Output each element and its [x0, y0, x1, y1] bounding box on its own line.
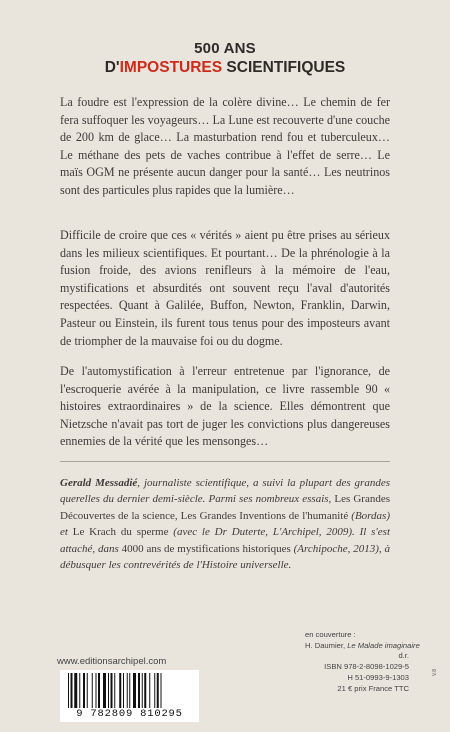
barcode-bar	[123, 673, 124, 708]
bio-book-titles: Les Grandes Découvertes de la science, Les Grandes Inventions de l'humanité	[60, 493, 390, 522]
barcode-bar	[142, 673, 143, 708]
barcode-bar	[149, 673, 150, 708]
barcode-bar	[138, 673, 140, 708]
title-highlight: IMPOSTURES	[119, 59, 223, 76]
barcode-bar	[161, 673, 162, 708]
bio-segment: (Bordas) et	[60, 509, 390, 539]
barcode-bar	[79, 673, 80, 708]
blurb-paragraph-1: La foudre est l'expression de la colère divine… Le chemin de fer fera suffoquer les voyageurs… La Lune est recouverte d'une couche de 200 km de glace… La masturbation rend fou et tuberculeux… Le méthane des pets de vaches contribue à l'effet de serre… Le maïs OGM ne présente aucun danger pour la santé… Les neutrinos sont des particules plus rapides que la lumière…	[60, 95, 390, 197]
barcode-bar	[96, 673, 97, 708]
barcode-bar	[74, 673, 77, 708]
author-bio	[60, 475, 390, 573]
isbn: ISBN 978-2-8098-1029-5	[324, 662, 409, 672]
barcode-bar	[108, 673, 109, 708]
barcode-bar	[154, 673, 155, 708]
bio-book-title: 4000 ans de mystifications historiques	[121, 542, 294, 555]
bio-segment: (Archipoche, 2013), à débusquer les contrevérités de l'Histoire universelle.	[60, 542, 390, 572]
bio-segment: (avec le Dr Duterte, L'Archipel, 2009). Il s'est attaché, dans	[60, 526, 390, 555]
blurb-paragraph-3: De l'automystification à l'erreur entretenue par l'ignorance, de l'escroquerie avérée à la manipulation, ce livre rassemble 90 « histoires extraordinaires » de la science. Elles démontrent que Nietzsche n'avait pas tort de juger les convictions plus dangereuses ennemies de la vérité que les mensonges…	[60, 364, 390, 449]
barcode-bar	[92, 673, 93, 708]
author-name: Gerald Messadié	[60, 477, 138, 489]
publisher-website[interactable]: www.editionsarchipel.com	[57, 656, 167, 667]
barcode-bar	[87, 673, 88, 708]
cover-work: Le Malade imaginaire	[347, 640, 420, 650]
bio-segment: , journaliste scientifique, a suivi la plupart des grandes querelles du dernier demi-siècle. Parmi ses nombreux essais,	[60, 477, 390, 506]
product-code: H 51-0993-9-1303	[347, 672, 409, 682]
cover-artist: H. Daumier,	[305, 640, 348, 650]
title-prefix: D'	[104, 59, 120, 76]
barcode-bar	[68, 673, 69, 708]
barcode-bar	[157, 673, 159, 708]
price: 21 € prix France TTC	[337, 683, 409, 693]
barcode-bars	[68, 673, 191, 709]
barcode-bar	[111, 673, 113, 708]
section-divider	[60, 461, 390, 462]
barcode	[60, 670, 199, 722]
barcode-number: 9 782809 810295	[76, 708, 183, 720]
title-line-2	[0, 59, 450, 77]
blurb-paragraph-2: Difficile de croire que ces « vérités » aient pu être prises au sérieux dans les milieux scientifiques. Et pourtant… De la phrénologie à la fusion froide, des avions renifleurs à la mémoire de l'eau, mystifications et absurdités ont souvent reçu l'aval d'autorités respectées. Quant à Galilée, Buffon, Newton, Franklin, Darwin, Pasteur ou Einstein, ils furent tous tenus pour des imposteurs avant de triompher de la mauvaise foi ou du dogme.	[60, 228, 390, 348]
cover-label: en couverture :	[305, 630, 356, 639]
bio-book-title: Le Krach du sperme	[72, 526, 174, 539]
vertical-code: V.8	[432, 668, 438, 676]
title-suffix: SCIENTIFIQUES	[222, 59, 346, 76]
barcode-bar	[71, 673, 73, 708]
barcode-bar	[103, 673, 106, 708]
barcode-bar	[127, 673, 128, 708]
barcode-bar	[83, 673, 85, 708]
barcode-bar	[119, 673, 121, 708]
cover-rights: d.r.	[398, 651, 409, 661]
cover-credits	[305, 630, 425, 694]
barcode-bar	[144, 673, 146, 708]
barcode-bar	[114, 673, 115, 708]
cover-artwork	[305, 641, 425, 652]
title-line-1: 500 ANS	[194, 40, 256, 57]
barcode-bar	[133, 673, 136, 708]
barcode-bar	[98, 673, 100, 708]
barcode-bar	[129, 673, 130, 708]
